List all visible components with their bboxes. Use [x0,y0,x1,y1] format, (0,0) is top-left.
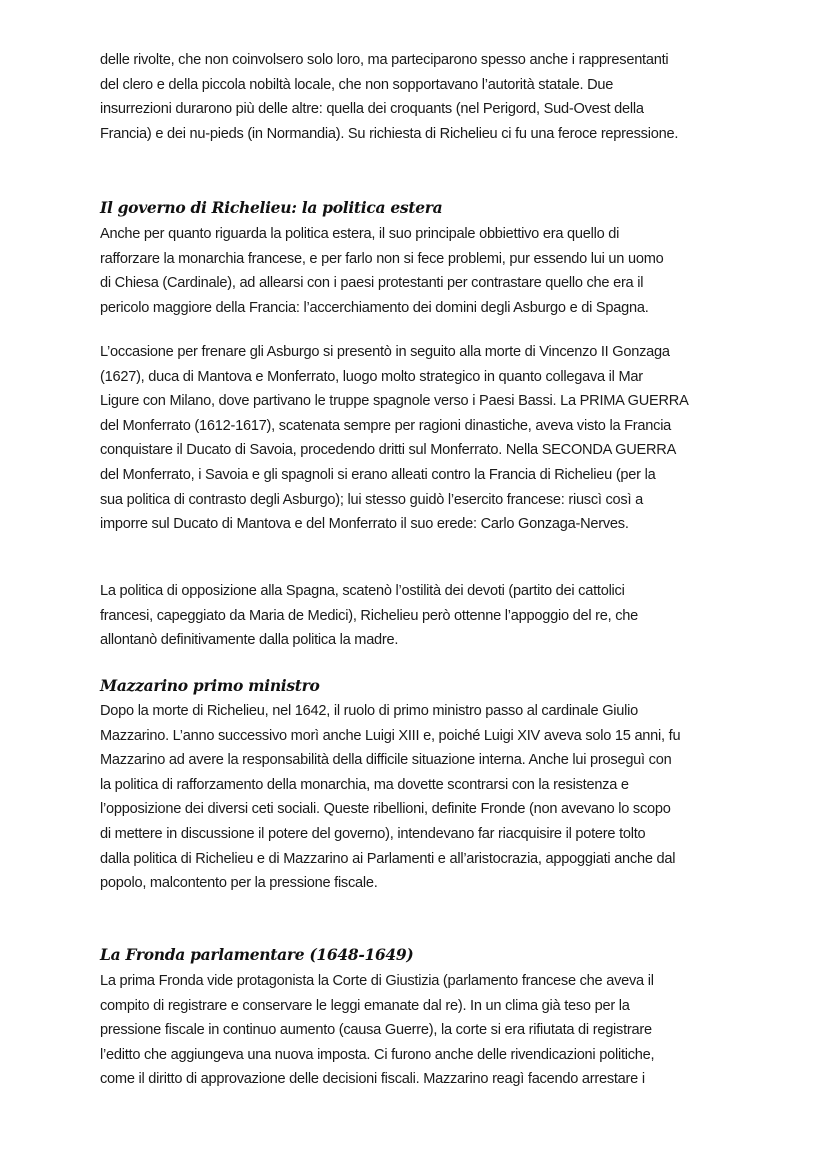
text-line: imporre sul Ducato di Mantova e del Monferrato il suo erede: Carlo Gonzaga-Nerves. [100,516,629,533]
text-line: la politica di rafforzamento della monarchia, ma dovette scontrarsi con la resistenza e [100,776,629,793]
text-line: del Monferrato (1612-1617), scatenata sempre per ragioni dinastiche, aveva visto la Francia [100,417,672,434]
text-line: compito di registrare e conservare le leggi emanate dal re). In un clima già teso per la [100,997,630,1014]
text-line: Anche per quanto riguarda la politica estera, il suo principale obbiettivo era quello di [100,226,620,242]
paragraph [100,222,800,320]
text-line: Francia) e dei nu-pieds (in Normandia). Su richiesta di Richelieu ci fu una feroce repressione. [100,125,679,142]
text-line: delle rivolte, che non coinvolsero solo loro, ma parteciparono spesso anche i rappresentanti [100,52,669,68]
paragraph [100,969,800,1092]
text-line: L’occasione per frenare gli Asburgo si presentò in seguito alla morte di Vincenzo II Gonzaga [100,344,670,360]
paragraph [100,48,800,146]
text-line: pressione fiscale in continuo aumento (causa Guerre), la corte si era rifiutata di registrare [100,1022,652,1039]
text-line: sua politica di contrasto degli Asburgo); lui stesso guidò l’esercito francese: riuscì così a [100,491,643,508]
text-line: Ligure con Milano, dove partivano le truppe spagnole verso i Paesi Bassi. La PRIMA GUERRA [100,393,689,410]
text-line: allontanò definitivamente dalla politica la madre. [100,632,399,649]
text-line: di mettere in discussione il potere del governo), intendevano far riacquisire il potere tolto [100,825,646,842]
section-heading: Il governo di Richelieu: la politica estera [100,198,443,217]
paragraph [100,579,800,653]
section-heading: Mazzarino primo ministro [100,676,320,695]
text-line: come il diritto di approvazione delle decisioni fiscali. Mazzarino reagì facendo arrestare i [100,1071,645,1088]
text-line: La politica di opposizione alla Spagna, scatenò l’ostilità dei devoti (partito dei cattolici [100,583,625,599]
text-line: rafforzare la monarchia francese, e per farlo non si fece problemi, pur essendo lui un uomo [100,250,664,267]
text-line: pericolo maggiore della Francia: l’accerchiamento dei domini degli Asburgo e di Spagna. [100,299,649,316]
text-line: francesi, capeggiato da Maria de Medici), Richelieu però ottenne l’appoggio del re, che [100,607,639,624]
text-line: l’editto che aggiungeva una nuova imposta. Ci furono anche delle rivendicazioni politiche, [100,1046,655,1063]
paragraph [100,699,800,896]
text-line: Dopo la morte di Richelieu, nel 1642, il ruolo di primo ministro passo al cardinale Giulio [100,703,639,719]
text-line: (1627), duca di Mantova e Monferrato, luogo molto strategico in quanto collegava il Mar [100,368,643,385]
text-line: Mazzarino. L’anno successivo morì anche Luigi XIII e, poiché Luigi XIV aveva solo 15 anni, fu [100,727,681,744]
text-line: di Chiesa (Cardinale), ad allearsi con i paesi protestanti per contrastare quello che era il [100,275,644,292]
text-line: dalla politica di Richelieu e di Mazzarino ai Parlamenti e all’aristocrazia, appoggiati anche dal [100,850,676,867]
text-line: popolo, malcontento per la pressione fiscale. [100,875,378,892]
section-heading: La Fronda parlamentare (1648-1649) [100,945,414,964]
text-line: del Monferrato, i Savoia e gli spagnoli si erano alleati contro la Francia di Richelieu (per la [100,466,656,483]
paragraph [100,340,800,537]
text-line: La prima Fronda vide protagonista la Corte di Giustizia (parlamento francese che aveva il [100,973,654,989]
text-line: del clero e della piccola nobiltà locale, che non sopportavano l’autorità statale. Due [100,76,614,93]
text-line: insurrezioni durarono più delle altre: quella dei croquants (nel Perigord, Sud-Ovest della [100,101,644,118]
text-line: l’opposizione dei diversi ceti sociali. Queste ribellioni, definite Fronde (non avevano lo scopo [100,801,671,818]
text-line: Mazzarino ad avere la responsabilità della difficile situazione interna. Anche lui proseguì con [100,752,672,769]
text-line: conquistare il Ducato di Savoia, procedendo dritti sul Monferrato. Nella SECONDA GUERRA [100,442,677,459]
